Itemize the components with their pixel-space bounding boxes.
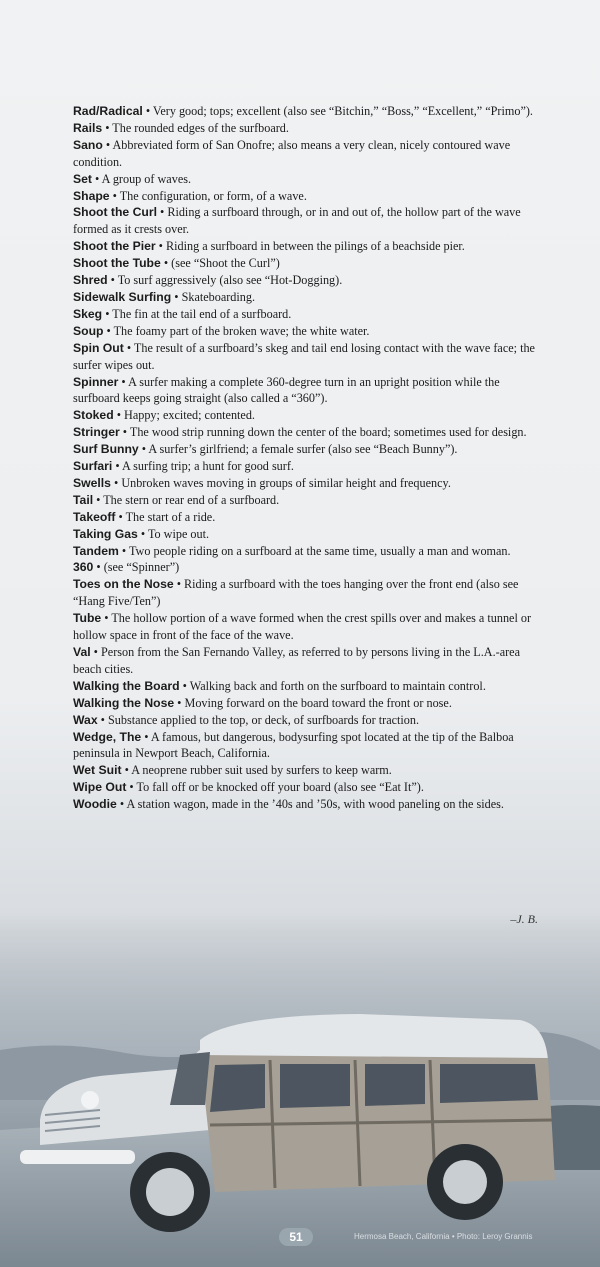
bullet-separator: •	[112, 459, 122, 474]
glossary-entry	[73, 306, 543, 323]
bullet-separator: •	[119, 425, 130, 440]
glossary-term: Wax	[73, 712, 98, 727]
bullet-separator: •	[102, 306, 113, 321]
glossary-term: Wet Suit	[73, 763, 122, 778]
bullet-separator: •	[118, 374, 129, 389]
glossary-entry	[73, 188, 543, 205]
glossary-entry	[73, 559, 543, 576]
glossary-definition: The foamy part of the broken wave; the white water.	[113, 323, 370, 338]
glossary-entry	[73, 340, 543, 374]
glossary-entry	[73, 796, 543, 813]
bullet-separator: •	[115, 509, 126, 524]
glossary-entry	[73, 509, 543, 526]
glossary-definition: The configuration, or form, of a wave.	[119, 188, 307, 203]
glossary-definition: A group of waves.	[101, 171, 192, 186]
glossary-entry	[73, 543, 543, 560]
glossary-definition: Riding a surfboard in between the pilings of a beachside pier.	[166, 239, 465, 254]
bullet-separator: •	[160, 256, 172, 271]
bullet-separator: •	[121, 763, 132, 778]
glossary-entry	[73, 610, 543, 644]
glossary-definition: Moving forward on the board toward the front or nose.	[184, 695, 452, 710]
bullet-separator: •	[171, 289, 182, 304]
glossary-definition: Very good; tops; excellent (also see “Bitchin,” “Boss,” “Excellent,” “Primo”).	[152, 104, 533, 118]
glossary-entry	[73, 441, 543, 458]
bullet-separator: •	[118, 543, 129, 558]
glossary-entry	[73, 475, 543, 492]
glossary-entry	[73, 644, 543, 678]
bullet-separator: •	[126, 780, 137, 795]
glossary-definition: Happy; excited; contented.	[124, 408, 255, 423]
glossary-definition: Walking back and forth on the surfboard to maintain control.	[189, 678, 486, 693]
glossary-definition: A famous, but dangerous, bodysurfing spot located at the tip of the Balboa peninsula in Newport Beach, California.	[73, 729, 514, 761]
bullet-separator: •	[113, 408, 125, 423]
rear-hubcap	[443, 1160, 487, 1204]
headlight	[81, 1091, 99, 1109]
glossary-term: Woodie	[73, 797, 117, 812]
glossary-definition: The fin at the tail end of a surfboard.	[112, 306, 292, 321]
glossary-definition: Unbroken waves moving in groups of similar height and frequency.	[121, 475, 451, 490]
glossary-term: Walking the Board	[73, 678, 180, 693]
bullet-separator: •	[107, 273, 118, 288]
glossary-entry	[73, 762, 543, 779]
glossary-entry	[73, 171, 543, 188]
glossary-definition: To wipe out.	[147, 526, 210, 541]
glossary-definition: Two people riding on a surfboard at the same time, usually a man and woman.	[128, 543, 511, 558]
bullet-separator: •	[137, 526, 148, 541]
glossary-definition: Riding a surfboard with the toes hanging over the front end (also see “Hang Five/Ten”)	[73, 577, 519, 609]
glossary-term: Val	[73, 645, 91, 659]
glossary-term: Spinner	[73, 374, 119, 389]
bullet-separator: •	[102, 137, 113, 152]
glossary-term: Soup	[73, 323, 104, 338]
glossary-term: Rails	[73, 120, 103, 135]
glossary-term: Stoked	[73, 408, 114, 423]
glossary-term: Toes on the Nose	[73, 577, 174, 592]
glossary-entry	[73, 238, 543, 255]
glossary-list	[73, 103, 543, 813]
glossary-definition: A station wagon, made in the ’40s and ’50s, with wood paneling on the sides.	[126, 797, 504, 812]
glossary-definition: Riding a surfboard through, or in and out of, the hollow part of the wave formed as it crests over.	[73, 205, 521, 237]
glossary-term: 360	[73, 560, 94, 575]
glossary-definition: A neoprene rubber suit used by surfers to keep warm.	[131, 763, 392, 778]
glossary-term: Spin Out	[73, 340, 124, 355]
glossary-term: Shoot the Pier	[73, 239, 156, 254]
glossary-entry	[73, 137, 543, 171]
front-hubcap	[146, 1168, 194, 1216]
glossary-entry	[73, 272, 543, 289]
glossary-term: Shoot the Tube	[73, 256, 161, 271]
bullet-separator: •	[173, 577, 185, 592]
glossary-term: Swells	[73, 475, 111, 490]
glossary-definition: Substance applied to the top, or deck, of surfboards for traction.	[107, 712, 420, 727]
glossary-term: Tube	[73, 611, 102, 626]
bullet-separator: •	[123, 340, 134, 355]
glossary-entry	[73, 374, 543, 408]
page-number: 51	[279, 1228, 313, 1246]
glossary-term: Skeg	[73, 306, 103, 321]
bullet-separator: •	[103, 323, 114, 338]
glossary-definition: The result of a surfboard’s skeg and tail end losing contact with the wave face; the surfer wipes out.	[73, 340, 535, 372]
glossary-definition: A surfing trip; a hunt for good surf.	[121, 459, 294, 474]
glossary-term: Wipe Out	[73, 780, 127, 795]
glossary-entry	[73, 458, 543, 475]
glossary-entry	[73, 407, 543, 424]
glossary-definition: The rounded edges of the surfboard.	[112, 120, 289, 135]
bullet-separator: •	[110, 475, 122, 490]
glossary-definition: Skateboarding.	[181, 289, 256, 304]
bullet-separator: •	[91, 171, 102, 186]
bullet-separator: •	[174, 695, 185, 710]
glossary-term: Walking the Nose	[73, 695, 175, 710]
glossary-entry	[73, 576, 543, 610]
glossary-definition: (see “Shoot the Curl”)	[171, 256, 280, 271]
glossary-entry	[73, 103, 543, 120]
glossary-term: Shape	[73, 188, 110, 203]
glossary-entry	[73, 255, 543, 272]
glossary-term: Stringer	[73, 425, 120, 440]
author-signature: –J. B.	[510, 912, 538, 926]
glossary-term: Surfari	[73, 459, 113, 474]
glossary-term: Surf Bunny	[73, 442, 139, 457]
bullet-separator: •	[155, 239, 166, 254]
glossary-entry	[73, 695, 543, 712]
glossary-definition: The stern or rear end of a surfboard.	[103, 492, 280, 507]
bullet-separator: •	[142, 104, 153, 118]
glossary-term: Wedge, The	[73, 729, 142, 744]
glossary-definition: The wood strip running down the center of the board; sometimes used for design.	[129, 425, 527, 440]
bullet-separator: •	[179, 678, 190, 693]
glossary-entry	[73, 120, 543, 137]
bullet-separator: •	[116, 797, 127, 812]
glossary-entry	[73, 323, 543, 340]
glossary-term: Shred	[73, 273, 108, 288]
glossary-entry	[73, 526, 543, 543]
glossary-entry	[73, 289, 543, 306]
glossary-definition: To fall off or be knocked off your board (also see “Eat It”).	[136, 780, 424, 795]
bullet-separator: •	[93, 492, 104, 507]
bullet-separator: •	[138, 442, 149, 457]
glossary-entry	[73, 729, 543, 763]
glossary-definition: Person from the San Fernando Valley, as referred to by persons living in the L.A.-area beach cities.	[73, 645, 520, 676]
glossary-term: Rad/Radical	[73, 104, 143, 118]
glossary-term: Takeoff	[73, 509, 116, 524]
glossary-entry	[73, 712, 543, 729]
glossary-entry	[73, 424, 543, 441]
glossary-term: Taking Gas	[73, 526, 138, 541]
glossary-definition: The hollow portion of a wave formed when the crest spills over and makes a tunnel or hollow space in front of the face of the wave.	[73, 611, 532, 643]
glossary-entry	[73, 678, 543, 695]
bullet-separator: •	[156, 205, 168, 220]
bullet-separator: •	[101, 611, 112, 626]
glossary-entry	[73, 492, 543, 509]
front-bumper	[20, 1150, 135, 1164]
bullet-separator: •	[102, 120, 113, 135]
photo-caption: Hermosa Beach, California • Photo: Leroy Grannis	[354, 1232, 533, 1241]
glossary-term: Sano	[73, 137, 103, 152]
glossary-definition: (see “Spinner”)	[103, 560, 180, 575]
glossary-entry	[73, 779, 543, 796]
woodie-car-photo	[0, 930, 600, 1267]
glossary-definition: To surf aggressively (also see “Hot-Dogging).	[117, 273, 343, 288]
glossary-term: Tandem	[73, 543, 119, 558]
glossary-term: Tail	[73, 492, 94, 507]
glossary-definition: A surfer’s girlfriend; a female surfer (also see “Beach Bunny”).	[148, 442, 458, 457]
glossary-term: Shoot the Curl	[73, 205, 157, 220]
glossary-term: Sidewalk Surfing	[73, 289, 172, 304]
bullet-separator: •	[141, 729, 151, 744]
glossary-entry	[73, 204, 543, 238]
glossary-definition: A surfer making a complete 360-degree turn in an upright position while the surfboard keeps going straight (also called a “360”).	[73, 374, 500, 406]
glossary-definition: Abbreviated form of San Onofre; also means a very clean, nicely contoured wave condition.	[73, 137, 511, 169]
bullet-separator: •	[93, 560, 104, 575]
glossary-term: Set	[73, 171, 92, 186]
bullet-separator: •	[97, 712, 108, 727]
bullet-separator: •	[90, 645, 101, 659]
bullet-separator: •	[109, 188, 120, 203]
glossary-definition: The start of a ride.	[125, 509, 216, 524]
